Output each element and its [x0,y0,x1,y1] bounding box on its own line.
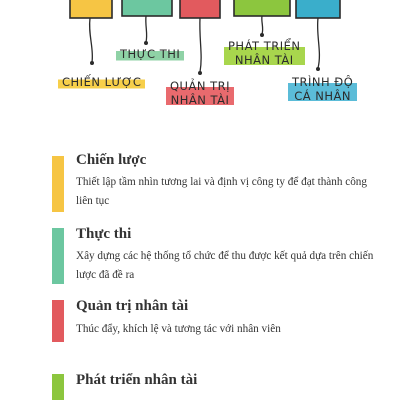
yellow-sign [70,0,112,18]
string-3 [200,18,201,72]
string-2 [146,16,147,42]
string-5 [318,18,320,68]
string-dot-4 [260,33,264,37]
label-trinh-do-ca-nhan: TRÌNH ĐỘ CÁ NHÂN [288,74,357,104]
green-sign [122,0,172,16]
string-dot-1 [90,61,94,65]
string-1 [90,18,93,62]
color-bar-yellow [52,156,64,212]
string-dot-2 [144,41,148,45]
section-title-thuc-thi: Thực thi [76,226,132,242]
red-sign [180,0,220,18]
label-phat-trien-nhan-tai: PHÁT TRIỂN NHÂN TÀI [224,38,305,68]
color-bar-green [52,228,64,284]
section-desc-quan-tri-nhan-tai: Thúc đẩy, khích lệ và tương tác với nhân viên [76,323,281,335]
label-thuc-thi: THỰC THI [116,46,184,62]
section-title-phat-trien-nhan-tai: Phát triển nhân tài [76,372,198,388]
string-4 [262,16,263,34]
string-dot-3 [198,71,202,75]
string-dot-5 [316,67,320,71]
teal-sign [296,0,340,18]
color-bar-red [52,300,64,342]
label-chien-luoc: CHIẾN LƯỢC [58,74,145,90]
section-desc-thuc-thi: Xây dựng các hệ thống tổ chức để thu được kết quả dựa trên chiến lược đã đề ra [76,250,374,281]
section-title-chien-luoc: Chiến lược [76,152,147,168]
color-bar-lime [52,374,64,400]
lime-sign [234,0,290,16]
hanging-signs-drawing [0,0,400,130]
section-title-quan-tri-nhan-tai: Quản trị nhân tài [76,298,189,314]
label-quan-tri-nhan-tai: QUẢN TRỊ NHÂN TÀI [166,78,234,108]
section-desc-chien-luoc: Thiết lập tầm nhìn tương lai và định vị công ty để đạt thành công liên tục [76,176,367,207]
